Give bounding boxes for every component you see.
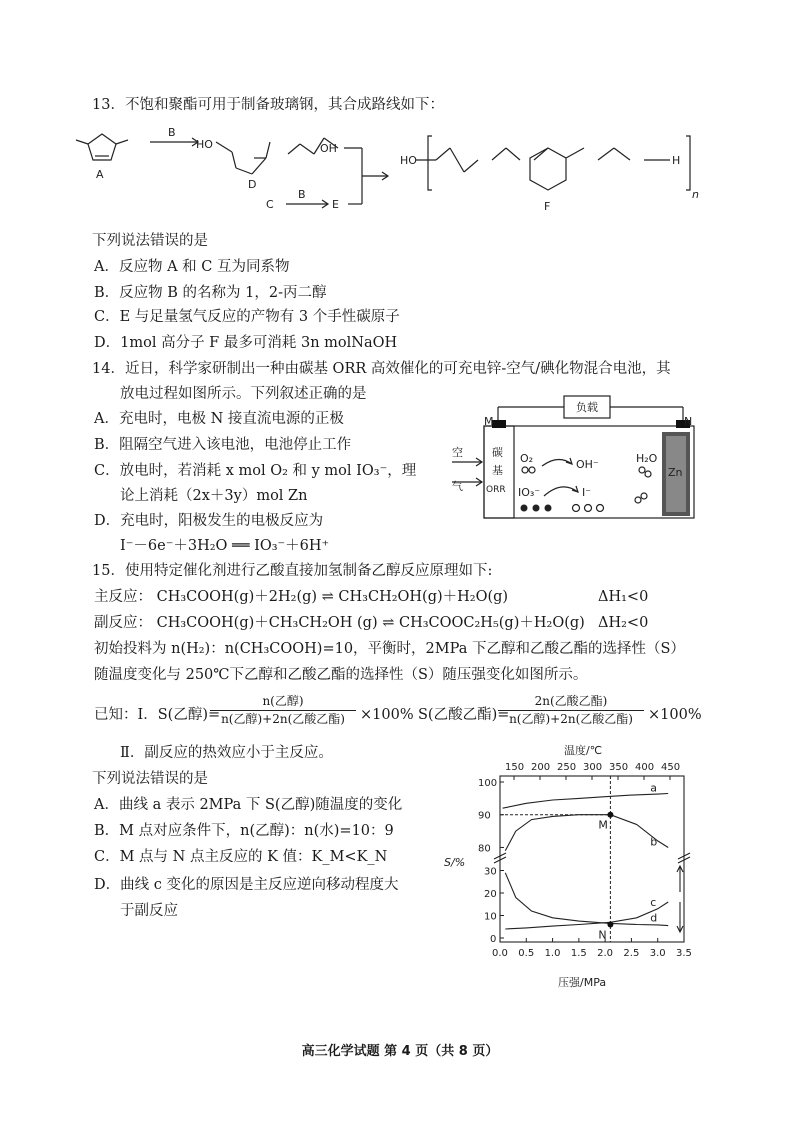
iodide-label: I⁻ bbox=[582, 486, 592, 499]
q14-option-c[interactable]: C．放电时，若消耗 x mol O₂ 和 y mol IO₃⁻，理 bbox=[94, 463, 417, 479]
known-ester-prefix: S(乙酸乙酯)= bbox=[418, 707, 510, 723]
selectivity-chart bbox=[438, 742, 700, 990]
series-line-d bbox=[505, 873, 668, 926]
label-oh: OH bbox=[320, 142, 337, 155]
y-tick-label: 20 bbox=[484, 889, 497, 900]
q15-para2: 随温度变化与 250℃下乙醇和乙酸乙酯的选择性（S）随压强变化如图所示。 bbox=[94, 667, 588, 683]
q13-option-b[interactable]: B．反应物 B 的名称为 1，2-丙二醇 bbox=[94, 285, 327, 301]
carbon-label-2: 基 bbox=[492, 464, 503, 477]
selectivity-ester-fraction bbox=[498, 694, 644, 727]
air-label-1: 空 bbox=[452, 446, 463, 459]
y-tick-label: 100 bbox=[478, 778, 498, 789]
battery-diagram bbox=[446, 392, 708, 524]
q13-option-d[interactable]: D．1mol 高分子 F 最多可消耗 3n molNaOH bbox=[94, 335, 398, 351]
fraction1-denominator: n(乙醇)+2n(乙酸乙酯) bbox=[221, 712, 345, 726]
carbon-label-3: ORR bbox=[486, 485, 506, 495]
y-axis-label: S/% bbox=[444, 856, 466, 869]
oh-label: OH⁻ bbox=[576, 458, 599, 471]
label-ho2: HO bbox=[400, 154, 417, 167]
q15-option-a[interactable]: A．曲线 a 表示 2MPa 下 S(乙醇)随温度的变化 bbox=[94, 797, 403, 813]
io3-label: IO₃⁻ bbox=[518, 486, 541, 499]
q14-stem-line2: 放电过程如图所示。下列叙述正确的是 bbox=[120, 386, 367, 402]
fraction2-numerator: 2n(乙酸乙酯) bbox=[498, 694, 644, 711]
percent-1: ×100% bbox=[360, 707, 414, 723]
air-label-2: 气 bbox=[452, 480, 463, 493]
electrode-m-label: M bbox=[484, 415, 494, 428]
top-tick-label: 450 bbox=[661, 762, 681, 773]
label-c: C bbox=[266, 198, 274, 211]
series-label-a: a bbox=[650, 781, 657, 795]
y-tick-label: 0 bbox=[490, 934, 497, 945]
known-ii: Ⅱ．副反应的热效应小于主反应。 bbox=[120, 745, 333, 761]
q15-option-d[interactable]: D．曲线 c 变化的原因是主反应逆向移动程度大 bbox=[94, 877, 399, 893]
top-tick-label: 400 bbox=[635, 762, 655, 773]
q15-para1: 初始投料为 n(H₂)：n(CH₃COOH)=10，平衡时，2MPa 下乙醇和乙酸乙酯的选择性（S） bbox=[94, 641, 685, 657]
q13-option-a[interactable]: A．反应物 A 和 C 互为同系物 bbox=[94, 259, 290, 275]
top-tick-label: 200 bbox=[531, 762, 551, 773]
label-b2: B bbox=[298, 188, 306, 201]
y-tick-label: 10 bbox=[484, 911, 497, 923]
series-line-a bbox=[503, 794, 669, 809]
q14-stem-line1: 14．近日，科学家研制出一种由碳基 ORR 高效催化的可充电锌-空气/碘化物混合电池，其 bbox=[92, 361, 671, 377]
top-tick-label: 350 bbox=[609, 762, 629, 773]
q13-option-c[interactable]: C．E 与足量氢气反应的产物有 3 个手性碳原子 bbox=[94, 309, 400, 325]
q14-option-b[interactable]: B．阻隔空气进入该电池，电池停止工作 bbox=[94, 437, 352, 453]
q15-stem: 15．使用特定催化剂进行乙酸直接加氢制备乙醇反应原理如下: bbox=[92, 563, 493, 579]
x-tick-label: 0.0 bbox=[492, 948, 508, 959]
x-tick-label: 3.0 bbox=[649, 948, 666, 959]
top-tick-label: 150 bbox=[505, 762, 525, 773]
label-a: A bbox=[96, 168, 104, 181]
q15-prompt: 下列说法错误的是 bbox=[92, 771, 208, 787]
x-tick-label: 2.0 bbox=[597, 948, 614, 959]
q14-option-c-cont: 论上消耗（2x＋3y）mol Zn bbox=[120, 488, 308, 504]
point-label-M: M bbox=[598, 818, 608, 832]
y-tick-label: 80 bbox=[478, 843, 491, 855]
selectivity-ethanol-fraction bbox=[210, 694, 356, 727]
point-label-N: N bbox=[598, 928, 607, 942]
q14-option-d-eq: I⁻－6e⁻＋3H₂O ══ IO₃⁻＋6H⁺ bbox=[120, 538, 330, 554]
q13-synthesis-route bbox=[66, 118, 706, 228]
label-b: B bbox=[168, 126, 176, 139]
y-tick-label: 90 bbox=[478, 810, 491, 822]
page-footer: 高三化学试题 第 4 页（共 8 页） bbox=[301, 1044, 499, 1059]
h2o-label: H₂O bbox=[636, 452, 658, 465]
x-tick-label: 3.5 bbox=[676, 948, 692, 959]
percent-2: ×100% bbox=[648, 707, 702, 723]
side-reaction: 副反应： CH₃COOH(g)＋CH₃CH₂OH (g) ⇌ CH₃COOC₂H₅(g)＋H₂O(g) bbox=[94, 615, 585, 631]
fraction2-denominator: n(乙醇)+2n(乙酸乙酯) bbox=[509, 712, 633, 726]
known-prefix: 已知：Ⅰ．S(乙醇)= bbox=[94, 707, 221, 723]
q14-option-a[interactable]: A．充电时，电极 N 接直流电源的正极 bbox=[94, 411, 344, 427]
q15-option-d-cont: 于副反应 bbox=[120, 903, 178, 919]
q13-prompt: 下列说法错误的是 bbox=[92, 233, 208, 249]
carbon-label-1: 碳 bbox=[492, 446, 503, 459]
x-tick-label: 2.5 bbox=[623, 948, 640, 959]
label-ho: HO bbox=[196, 138, 213, 151]
x-tick-label: 1.5 bbox=[570, 948, 587, 959]
label-f: F bbox=[544, 200, 551, 213]
main-reaction: 主反应： CH₃COOH(g)＋2H₂(g) ⇌ CH₃CH₂OH(g)＋H₂O(g) bbox=[94, 589, 509, 605]
electrode-n-label: N bbox=[684, 415, 693, 428]
point-M bbox=[607, 812, 613, 818]
series-line-b bbox=[505, 815, 668, 851]
o2-label: O₂ bbox=[520, 452, 534, 465]
top-tick-label: 250 bbox=[557, 762, 577, 773]
point-N bbox=[607, 922, 613, 928]
zn-label: Zn bbox=[668, 466, 683, 479]
label-e: E bbox=[332, 198, 339, 211]
series-label-d: d bbox=[650, 911, 658, 925]
x-tick-label: 0.5 bbox=[518, 948, 535, 959]
main-reaction-dh: ΔH₁<0 bbox=[598, 589, 649, 605]
series-label-b: b bbox=[650, 835, 658, 849]
load-label: 负载 bbox=[576, 401, 598, 414]
series-label-c: c bbox=[650, 896, 657, 909]
q15-option-b[interactable]: B．M 点对应条件下，n(乙醇)：n(水)=10：9 bbox=[94, 823, 394, 839]
q15-option-c[interactable]: C．M 点与 N 点主反应的 K 值：K_M<K_N bbox=[94, 849, 388, 865]
top-axis-label: 温度/℃ bbox=[564, 744, 603, 757]
fraction1-numerator: n(乙醇) bbox=[210, 694, 356, 711]
x-tick-label: 1.0 bbox=[544, 948, 561, 959]
label-n: n bbox=[692, 188, 699, 201]
label-h: H bbox=[672, 154, 681, 167]
label-d: D bbox=[248, 178, 257, 191]
top-tick-label: 300 bbox=[583, 762, 603, 773]
y-tick-label: 30 bbox=[484, 866, 497, 878]
q13-stem: 13．不饱和聚酯可用于制备玻璃钢，其合成路线如下： bbox=[92, 97, 444, 113]
side-reaction-dh: ΔH₂<0 bbox=[598, 615, 649, 631]
x-axis-label: 压强/MPa bbox=[558, 976, 607, 989]
q14-option-d[interactable]: D．充电时，阳极发生的电极反应为 bbox=[94, 513, 324, 529]
